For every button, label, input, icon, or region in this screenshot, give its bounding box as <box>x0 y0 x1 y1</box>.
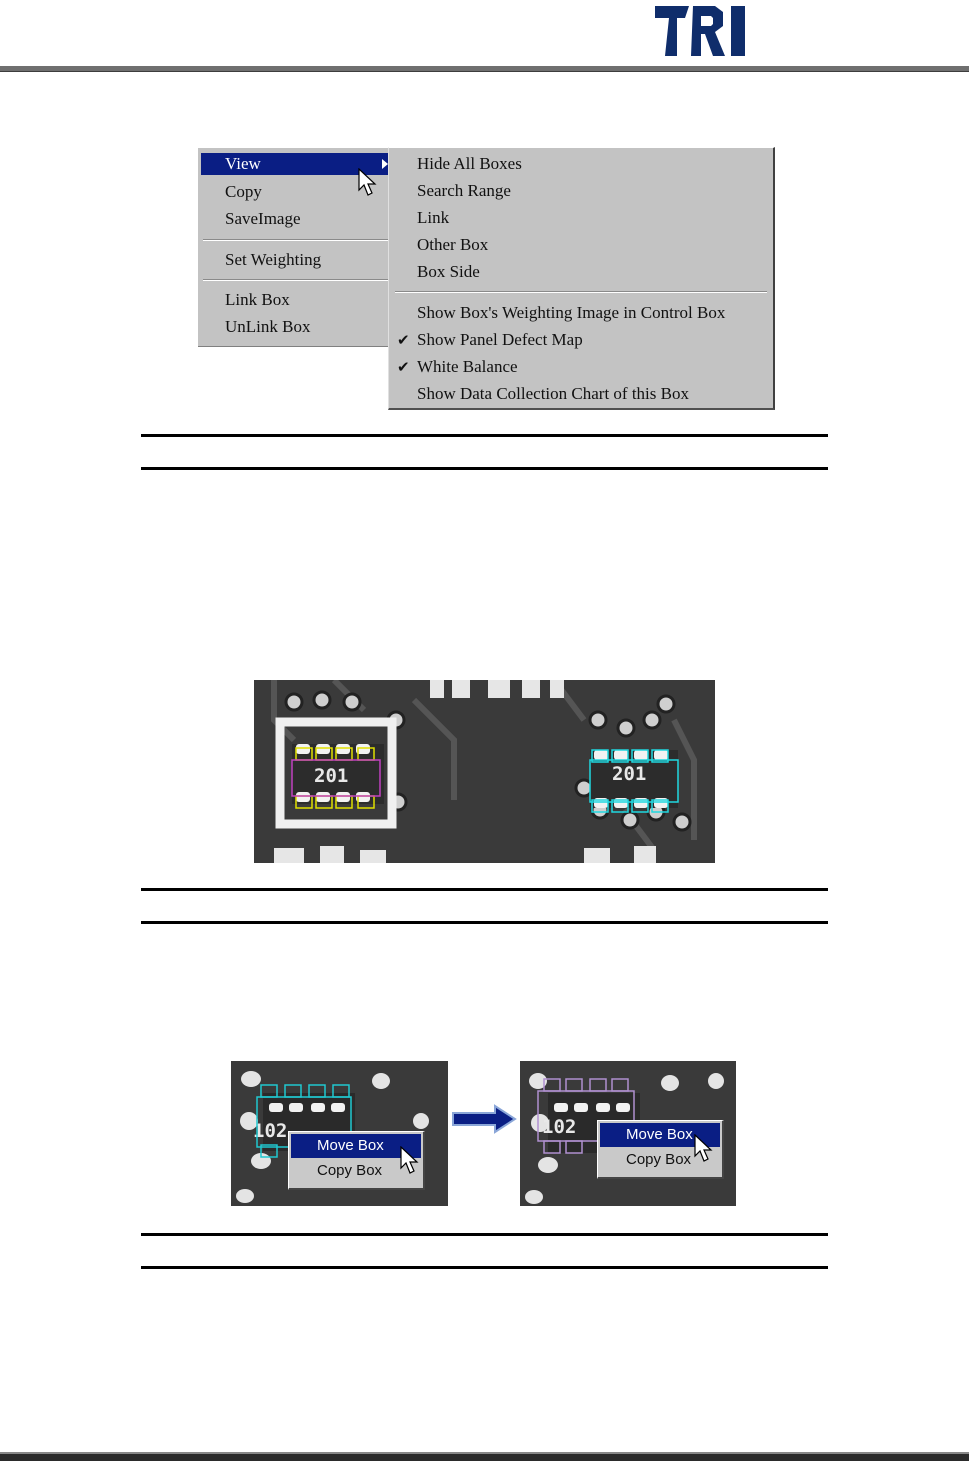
submenu-item-link[interactable]: Link <box>417 208 450 227</box>
header-rule <box>0 66 969 72</box>
move-box-item[interactable]: Move Box <box>600 1123 720 1147</box>
submenu-item-other-box[interactable]: Other Box <box>417 235 489 254</box>
caption-rule <box>141 1233 828 1269</box>
menu-separator <box>203 239 393 241</box>
pcb-linked-boxes-image <box>254 680 715 863</box>
view-submenu <box>388 147 775 410</box>
right-arrow-icon <box>451 1104 517 1134</box>
menu-item-link-box[interactable]: Link Box <box>225 290 290 309</box>
submenu-item-hide-all-boxes[interactable]: Hide All Boxes <box>417 154 522 173</box>
move-box-item[interactable]: Move Box <box>291 1134 421 1158</box>
menu-separator <box>203 279 393 281</box>
menu-item-unlink-box[interactable]: UnLink Box <box>225 317 311 336</box>
submenu-item-box-side[interactable]: Box Side <box>417 262 480 281</box>
submenu-item-search-range[interactable]: Search Range <box>417 181 511 200</box>
left-component-marking: 201 <box>314 765 349 787</box>
tri-logo <box>655 4 751 58</box>
submenu-separator <box>395 291 767 293</box>
copy-box-item[interactable]: Copy Box <box>626 1151 692 1168</box>
checkmark-icon: ✔ <box>397 358 410 376</box>
submenu-item-show-weighting-image[interactable]: Show Box's Weighting Image in Control Box <box>417 303 726 322</box>
right-component-marking: 201 <box>612 763 647 785</box>
mouse-cursor-icon <box>694 1134 714 1164</box>
submenu-item-show-data-collection-chart[interactable]: Show Data Collection Chart of this Box <box>417 384 689 403</box>
submenu-item-white-balance[interactable]: White Balance <box>417 357 518 376</box>
caption-rule <box>141 888 828 924</box>
context-menu <box>197 147 397 346</box>
submenu-item-show-panel-defect-map[interactable]: Show Panel Defect Map <box>417 330 583 349</box>
mouse-cursor-icon <box>358 168 378 198</box>
caption-rule <box>141 434 828 470</box>
footer-rule <box>0 1452 969 1461</box>
mouse-cursor-icon <box>400 1146 420 1176</box>
checkmark-icon: ✔ <box>397 331 410 349</box>
menu-item-copy[interactable]: Copy <box>225 182 262 201</box>
component-marking: 102 <box>253 1120 288 1142</box>
copy-box-item[interactable]: Copy Box <box>317 1162 383 1179</box>
menu-item-view[interactable]: View <box>201 153 394 175</box>
menu-item-set-weighting[interactable]: Set Weighting <box>225 250 322 269</box>
component-marking: 102 <box>542 1116 577 1138</box>
menu-item-saveimage[interactable]: SaveImage <box>225 209 301 228</box>
